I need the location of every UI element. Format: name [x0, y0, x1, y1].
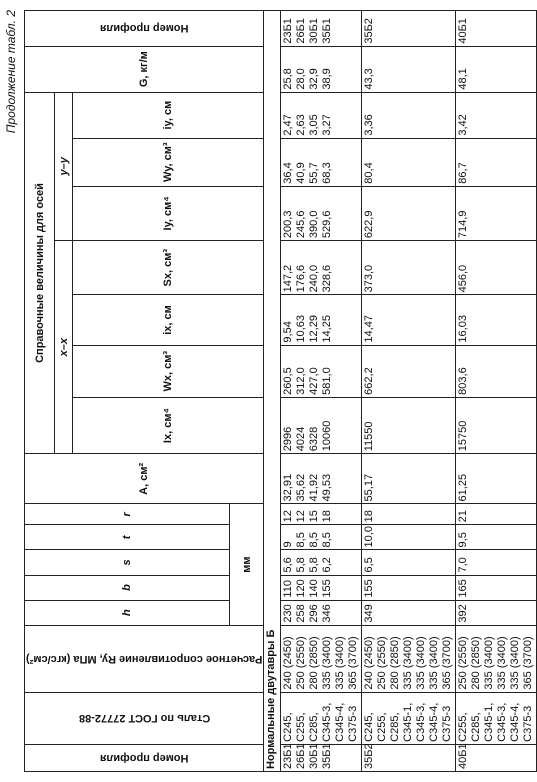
- header-Wy: Wy, см³: [73, 138, 264, 186]
- cell-profile-no-right: 23Б1 26Б1 30Б1 35Б1: [281, 11, 362, 47]
- cell-t: 9 8,5 8,5 8,5: [281, 525, 362, 550]
- table-row: [281, 11, 362, 772]
- cell-profile-no-right: 35Б2: [362, 11, 456, 47]
- cell-Ix: 2996 4024 6328 10060: [281, 397, 362, 453]
- header-reference-values: Справочные величины для осей: [25, 92, 55, 454]
- header-t: t: [25, 525, 230, 550]
- header-mass: G, кг/м: [25, 46, 264, 92]
- header-Ix: Ix, см⁴: [73, 397, 264, 453]
- cell-profile-no: 40Б1: [456, 744, 537, 771]
- cell-Ix: 11550: [362, 397, 456, 453]
- cell-area: 55,17: [362, 454, 456, 504]
- cell-ix: 14,47: [362, 295, 456, 345]
- header-iy: iy, см: [73, 92, 264, 138]
- cell-profile-no: 23Б1 26Б1 30Б1 35Б1: [281, 744, 362, 771]
- continuation-caption: Продолжение табл. 2: [4, 10, 18, 134]
- cell-Iy: 714,9: [456, 186, 537, 240]
- cell-steel: С245, С255, С285, С345-3, С345-4, С375-3: [281, 692, 362, 744]
- cell-profile-no-right: 40Б1: [456, 11, 537, 47]
- cell-Wy: 86,7: [456, 138, 537, 186]
- header-Wx: Wx, см³: [73, 345, 264, 397]
- cell-Iy: 200,3 245,6 390,0 529,6: [281, 186, 362, 240]
- cell-Wy: 80,4: [362, 138, 456, 186]
- cell-r: 21: [456, 504, 537, 525]
- cell-b: 165: [456, 575, 537, 600]
- steel-profile-table: [24, 10, 537, 772]
- cell-mass: 48,1: [456, 46, 537, 92]
- cell-ix: 9,54 10,63 12,29 14,25: [281, 295, 362, 345]
- cell-s: 6,5: [362, 550, 456, 575]
- table-row: [456, 11, 537, 772]
- header-b: b: [25, 575, 230, 600]
- cell-s: 7,0: [456, 550, 537, 575]
- cell-resistance: 240 (2450) 250 (2550) 280 (2850) 335 (3400) 335 (3400) 335 (3400) 365 (3700): [362, 625, 456, 692]
- header-h: h: [25, 600, 230, 625]
- cell-Wx: 803,6: [456, 345, 537, 397]
- cell-area: 61,25: [456, 454, 537, 504]
- header-r: r: [25, 504, 230, 525]
- cell-Wx: 260,5 312,0 427,0 581,0: [281, 345, 362, 397]
- cell-ix: 16,03: [456, 295, 537, 345]
- cell-r: 12 12 15 18: [281, 504, 362, 525]
- cell-Iy: 622,9: [362, 186, 456, 240]
- cell-iy: 3,42: [456, 92, 537, 138]
- cell-t: 9,5: [456, 525, 537, 550]
- header-resistance: Расчетное сопротивление Ry, МПа (кгс/см²): [25, 625, 264, 692]
- cell-mass: 43,3: [362, 46, 456, 92]
- header-profile-no: Номер профиля: [25, 744, 264, 771]
- cell-h: 349: [362, 600, 456, 625]
- cell-Sx: 147,2 176,6 240,0 328,6: [281, 241, 362, 295]
- header-axis-yy: y–y: [55, 92, 73, 240]
- header-Iy: Iy, см⁴: [73, 186, 264, 240]
- table-row: [362, 11, 456, 772]
- cell-r: 18: [362, 504, 456, 525]
- cell-h: 392: [456, 600, 537, 625]
- header-axis-xx: x–x: [55, 241, 73, 454]
- cell-Wx: 662,2: [362, 345, 456, 397]
- header-area: A, см²: [25, 454, 264, 504]
- cell-Wy: 36,4 40,9 55,7 68,3: [281, 138, 362, 186]
- cell-Sx: 373,0: [362, 241, 456, 295]
- cell-iy: 3,36: [362, 92, 456, 138]
- cell-iy: 2,47 2,63 3,05 3,27: [281, 92, 362, 138]
- cell-profile-no: 35Б2: [362, 744, 456, 771]
- cell-steel: С245, С255, С285, С345-1, С345-3, С345-4, С375-3: [362, 692, 456, 744]
- section-title: Нормальные двутавры Б: [264, 11, 281, 772]
- cell-h: 230 258 296 346: [281, 600, 362, 625]
- header-Sx: Sx, см³: [73, 241, 264, 295]
- header-steel-grade: Сталь по ГОСТ 27772-88: [25, 692, 264, 744]
- cell-b: 155: [362, 575, 456, 600]
- cell-Sx: 456,0: [456, 241, 537, 295]
- cell-t: 10,0: [362, 525, 456, 550]
- cell-s: 5,6 5,8 5,8 6,2: [281, 550, 362, 575]
- cell-steel: С255, С285, С345-1, С345-3, С345-4, С375-3: [456, 692, 537, 744]
- cell-resistance: 240 (2450) 250 (2550) 280 (2850) 335 (3400) 335 (3400) 365 (3700): [281, 625, 362, 692]
- header-profile-no-right: Номер профиля: [25, 11, 264, 47]
- cell-Ix: 15750: [456, 397, 537, 453]
- cell-mass: 25,8 28,0 32,9 38,9: [281, 46, 362, 92]
- cell-area: 32,91 35,62 41,92 49,53: [281, 454, 362, 504]
- header-s: s: [25, 550, 230, 575]
- header-mm-unit: мм: [230, 504, 264, 625]
- header-ix: ix, см: [73, 295, 264, 345]
- cell-b: 110 120 140 155: [281, 575, 362, 600]
- cell-resistance: 250 (2550) 280 (2850) 335 (3400) 335 (3400) 335 (3400) 365 (3700): [456, 625, 537, 692]
